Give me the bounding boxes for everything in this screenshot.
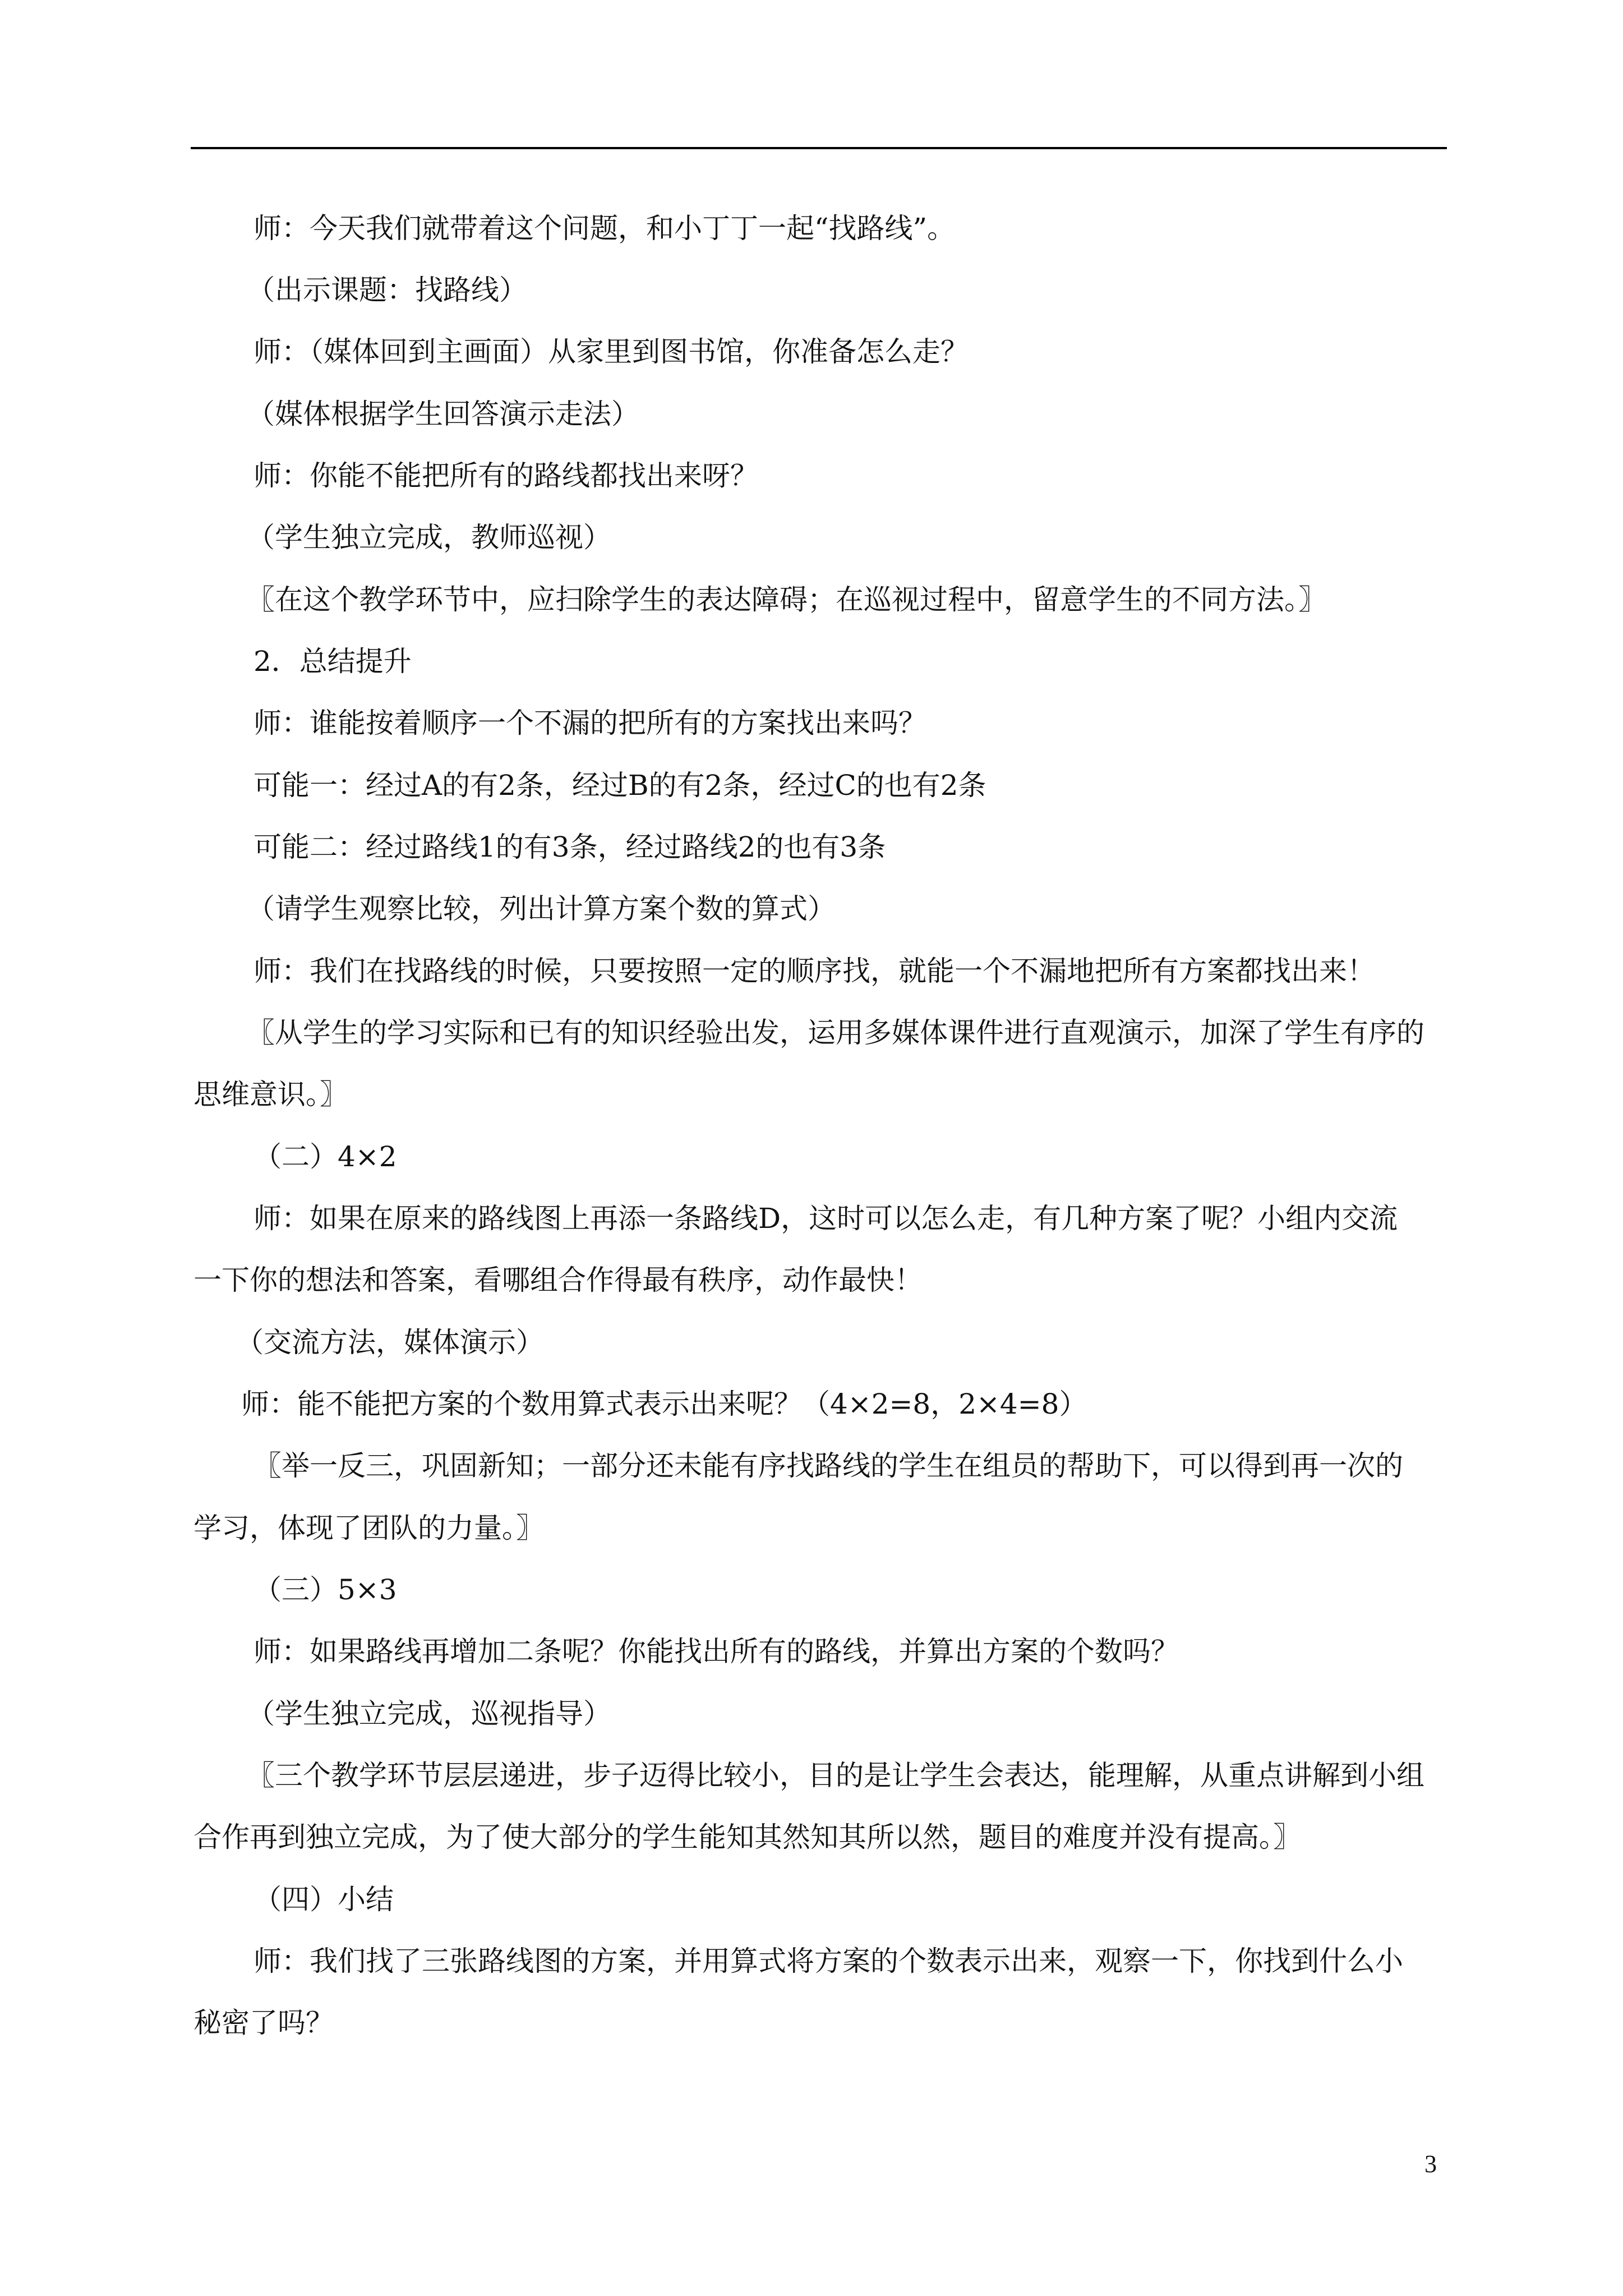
text-line-30: 秘密了吗？ — [193, 2007, 334, 2039]
text-line-28: （四）小结 — [253, 1883, 394, 1916]
text-line-18: 一下你的想法和答案，看哪组合作得最有秩序，动作最快！ — [193, 1264, 923, 1296]
text-line-8: 2．总结提升 — [253, 645, 412, 678]
text-line-9: 师：谁能按着顺序一个不漏的把所有的方案找出来吗？ — [253, 707, 926, 739]
text-line-15: 思维意识。〗 — [193, 1078, 348, 1111]
text-line-21: 〖举一反三，巩固新知；一部分还未能有序找路线的学生在组员的帮助下，可以得到再一次的 — [253, 1450, 1403, 1482]
text-line-27: 合作再到独立完成，为了使大部分的学生能知其然知其所以然，题目的难度并没有提高。〗 — [193, 1821, 1301, 1853]
text-line-22: 学习，体现了团队的力量。〗 — [193, 1512, 544, 1544]
text-line-2: （出示课题：找路线） — [247, 274, 527, 306]
text-line-10: 可能一：经过A的有2条，经过B的有2条，经过C的也有2条 — [253, 769, 986, 802]
text-line-26: 〖三个教学环节层层递进，步子迈得比较小，目的是让学生会表达，能理解，从重点讲解到小组 — [247, 1759, 1424, 1792]
text-line-16: （二）4×2 — [253, 1140, 397, 1173]
text-line-13: 师：我们在找路线的时候，只要按照一定的顺序找，就能一个不漏地把所有方案都找出来！ — [253, 955, 1375, 987]
text-line-5: 师：你能不能把所有的路线都找出来呀？ — [253, 459, 758, 492]
text-line-17: 师：如果在原来的路线图上再添一条路线D，这时可以怎么走，有几种方案了呢？小组内交流 — [253, 1202, 1398, 1235]
text-line-1: 师：今天我们就带着这个问题，和小丁丁一起“找路线”。 — [253, 212, 956, 245]
text-line-4: （媒体根据学生回答演示走法） — [247, 398, 639, 430]
text-line-20: 师：能不能把方案的个数用算式表示出来呢？（4×2=8，2×4=8） — [241, 1388, 1087, 1420]
text-line-29: 师：我们找了三张路线图的方案，并用算式将方案的个数表示出来，观察一下，你找到什么小 — [253, 1945, 1403, 1977]
text-line-24: 师：如果路线再增加二条呢？你能找出所有的路线，并算出方案的个数吗？ — [253, 1635, 1179, 1668]
page-number: 3 — [1424, 2150, 1437, 2178]
text-line-19: （交流方法，媒体演示） — [236, 1326, 544, 1359]
text-line-6: （学生独立完成，教师巡视） — [247, 521, 611, 554]
text-line-7: 〖在这个教学环节中，应扫除学生的表达障碍；在巡视过程中，留意学生的不同方法。〗 — [247, 583, 1326, 616]
text-line-14: 〖从学生的学习实际和已有的知识经验出发，运用多媒体课件进行直观演示，加深了学生有序的 — [247, 1016, 1424, 1049]
text-line-3: 师：（媒体回到主画面）从家里到图书馆，你准备怎么走？ — [253, 335, 969, 368]
text-line-25: （学生独立完成，巡视指导） — [247, 1697, 611, 1730]
text-line-11: 可能二：经过路线1的有3条，经过路线2的也有3条 — [253, 831, 886, 863]
text-line-12: （请学生观察比较，列出计算方案个数的算式） — [247, 892, 836, 925]
text-line-23: （三）5×3 — [253, 1573, 397, 1606]
header-rule — [191, 147, 1447, 149]
